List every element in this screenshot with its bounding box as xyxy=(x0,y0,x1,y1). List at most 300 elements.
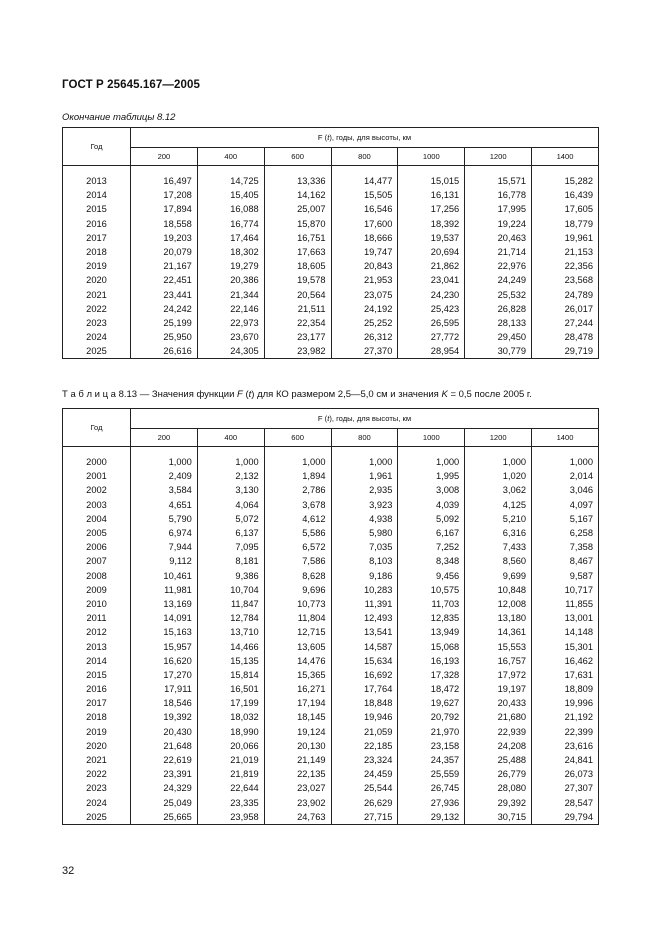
value-cell: 15,015 xyxy=(398,174,465,188)
table-row xyxy=(63,288,599,302)
value-cell: 22,146 xyxy=(197,302,264,316)
value-cell: 27,244 xyxy=(532,316,599,330)
value-cell: 19,392 xyxy=(131,710,198,724)
value-cell: 24,249 xyxy=(465,273,532,287)
height-column-header: 1400 xyxy=(532,429,599,447)
year-cell: 2006 xyxy=(63,540,131,554)
value-cell: 22,185 xyxy=(331,739,398,753)
value-cell: 5,586 xyxy=(264,526,331,540)
value-cell: 18,809 xyxy=(532,682,599,696)
value-cell: 16,131 xyxy=(398,188,465,202)
value-cell: 12,008 xyxy=(465,597,532,611)
value-cell: 11,981 xyxy=(131,583,198,597)
value-cell: 15,634 xyxy=(331,654,398,668)
value-cell: 20,430 xyxy=(131,725,198,739)
value-cell: 10,461 xyxy=(131,569,198,583)
value-cell: 25,950 xyxy=(131,330,198,344)
value-cell: 25,007 xyxy=(264,202,331,216)
table-row xyxy=(63,611,599,625)
value-cell: 22,399 xyxy=(532,725,599,739)
year-cell: 2019 xyxy=(63,725,131,739)
value-cell: 18,558 xyxy=(131,217,198,231)
value-cell: 24,208 xyxy=(465,739,532,753)
spacer-cell xyxy=(264,447,331,456)
value-cell: 13,605 xyxy=(264,639,331,653)
value-cell: 28,133 xyxy=(465,316,532,330)
value-cell: 21,648 xyxy=(131,739,198,753)
year-cell: 2010 xyxy=(63,597,131,611)
height-column-header: 1200 xyxy=(465,148,532,166)
value-cell: 24,305 xyxy=(197,344,264,359)
year-cell: 2016 xyxy=(63,682,131,696)
value-cell: 11,847 xyxy=(197,597,264,611)
table-row xyxy=(63,668,599,682)
value-cell: 9,112 xyxy=(131,554,198,568)
value-cell: 9,186 xyxy=(331,569,398,583)
value-cell: 7,433 xyxy=(465,540,532,554)
table-row xyxy=(63,583,599,597)
value-cell: 21,019 xyxy=(197,753,264,767)
value-cell: 23,958 xyxy=(197,810,264,825)
value-cell: 22,619 xyxy=(131,753,198,767)
value-cell: 11,804 xyxy=(264,611,331,625)
value-cell: 9,587 xyxy=(532,569,599,583)
spacer-cell xyxy=(197,447,264,456)
value-cell: 17,764 xyxy=(331,682,398,696)
table-8-13-title: Т а б л и ц а 8.13 — Значения функции F (t) для КО размером 2,5—5,0 см и значения K = 0,5 после 2005 г. xyxy=(62,389,532,400)
value-cell: 16,088 xyxy=(197,202,264,216)
value-cell: 22,939 xyxy=(465,725,532,739)
value-cell: 27,772 xyxy=(398,330,465,344)
year-cell: 2020 xyxy=(63,273,131,287)
value-cell: 15,505 xyxy=(331,188,398,202)
value-cell: 25,049 xyxy=(131,796,198,810)
spacer-cell xyxy=(197,166,264,175)
value-cell: 15,814 xyxy=(197,668,264,682)
table-row xyxy=(63,302,599,316)
value-cell: 16,193 xyxy=(398,654,465,668)
value-cell: 25,423 xyxy=(398,302,465,316)
value-cell: 17,270 xyxy=(131,668,198,682)
value-cell: 2,786 xyxy=(264,483,331,497)
value-cell: 15,405 xyxy=(197,188,264,202)
value-cell: 20,564 xyxy=(264,288,331,302)
year-cell: 2021 xyxy=(63,753,131,767)
value-cell: 25,559 xyxy=(398,767,465,781)
value-cell: 7,252 xyxy=(398,540,465,554)
spacer-cell xyxy=(398,166,465,175)
year-column-header: Год xyxy=(63,128,131,166)
year-cell: 2015 xyxy=(63,202,131,216)
value-cell: 15,068 xyxy=(398,639,465,653)
value-cell: 2,014 xyxy=(532,469,599,483)
value-cell: 28,954 xyxy=(398,344,465,359)
value-cell: 5,092 xyxy=(398,512,465,526)
table-row xyxy=(63,217,599,231)
value-cell: 18,990 xyxy=(197,725,264,739)
value-cell: 20,463 xyxy=(465,231,532,245)
value-cell: 23,177 xyxy=(264,330,331,344)
value-cell: 14,587 xyxy=(331,639,398,653)
value-cell: 27,307 xyxy=(532,781,599,795)
value-cell: 14,476 xyxy=(264,654,331,668)
value-cell: 3,046 xyxy=(532,483,599,497)
table-row xyxy=(63,483,599,497)
table-8-13 xyxy=(62,408,599,825)
value-cell: 26,779 xyxy=(465,767,532,781)
table-row xyxy=(63,796,599,810)
year-cell: 2017 xyxy=(63,231,131,245)
value-cell: 16,271 xyxy=(264,682,331,696)
value-cell: 22,135 xyxy=(264,767,331,781)
value-cell: 6,137 xyxy=(197,526,264,540)
value-cell: 17,605 xyxy=(532,202,599,216)
value-cell: 16,462 xyxy=(532,654,599,668)
value-cell: 26,073 xyxy=(532,767,599,781)
year-cell: 2023 xyxy=(63,781,131,795)
value-cell: 23,324 xyxy=(331,753,398,767)
height-column-header: 400 xyxy=(197,429,264,447)
value-cell: 1,000 xyxy=(465,455,532,469)
value-cell: 16,757 xyxy=(465,654,532,668)
year-cell: 2021 xyxy=(63,288,131,302)
value-cell: 17,600 xyxy=(331,217,398,231)
value-cell: 22,976 xyxy=(465,259,532,273)
year-cell: 2023 xyxy=(63,316,131,330)
table-row xyxy=(63,498,599,512)
table-row xyxy=(63,540,599,554)
value-cell: 4,097 xyxy=(532,498,599,512)
value-cell: 19,946 xyxy=(331,710,398,724)
value-cell: 3,923 xyxy=(331,498,398,512)
value-cell: 10,717 xyxy=(532,583,599,597)
value-cell: 21,059 xyxy=(331,725,398,739)
value-cell: 1,000 xyxy=(264,455,331,469)
value-cell: 23,027 xyxy=(264,781,331,795)
year-cell: 2020 xyxy=(63,739,131,753)
value-cell: 10,773 xyxy=(264,597,331,611)
value-cell: 6,258 xyxy=(532,526,599,540)
value-cell: 15,365 xyxy=(264,668,331,682)
value-cell: 2,935 xyxy=(331,483,398,497)
value-cell: 6,167 xyxy=(398,526,465,540)
value-cell: 16,497 xyxy=(131,174,198,188)
value-cell: 18,472 xyxy=(398,682,465,696)
table-row xyxy=(63,202,599,216)
value-cell: 25,665 xyxy=(131,810,198,825)
table-row xyxy=(63,767,599,781)
value-cell: 3,130 xyxy=(197,483,264,497)
value-cell: 13,001 xyxy=(532,611,599,625)
year-cell: 2019 xyxy=(63,259,131,273)
value-cell: 11,855 xyxy=(532,597,599,611)
value-cell: 4,039 xyxy=(398,498,465,512)
year-cell: 2016 xyxy=(63,217,131,231)
value-cell: 16,546 xyxy=(331,202,398,216)
value-cell: 6,974 xyxy=(131,526,198,540)
value-cell: 12,493 xyxy=(331,611,398,625)
table-row xyxy=(63,188,599,202)
table-row xyxy=(63,710,599,724)
table-row xyxy=(63,696,599,710)
value-cell: 6,572 xyxy=(264,540,331,554)
value-cell: 1,020 xyxy=(465,469,532,483)
spacer-cell xyxy=(465,166,532,175)
value-cell: 9,386 xyxy=(197,569,264,583)
value-cell: 20,694 xyxy=(398,245,465,259)
value-cell: 29,794 xyxy=(532,810,599,825)
value-cell: 5,790 xyxy=(131,512,198,526)
value-cell: 2,132 xyxy=(197,469,264,483)
height-column-header: 1200 xyxy=(465,429,532,447)
value-cell: 21,819 xyxy=(197,767,264,781)
value-cell: 23,441 xyxy=(131,288,198,302)
table-row xyxy=(63,625,599,639)
table-8-12 xyxy=(62,127,599,359)
value-cell: 21,511 xyxy=(264,302,331,316)
year-cell: 2025 xyxy=(63,810,131,825)
table-row xyxy=(63,753,599,767)
value-cell: 16,774 xyxy=(197,217,264,231)
year-cell: 2024 xyxy=(63,796,131,810)
value-cell: 1,995 xyxy=(398,469,465,483)
spacer-cell xyxy=(398,447,465,456)
year-cell: 2003 xyxy=(63,498,131,512)
value-cell: 29,719 xyxy=(532,344,599,359)
table-row xyxy=(63,682,599,696)
value-cell: 17,663 xyxy=(264,245,331,259)
year-cell: 2009 xyxy=(63,583,131,597)
height-column-header: 600 xyxy=(264,148,331,166)
value-cell: 16,778 xyxy=(465,188,532,202)
value-cell: 7,358 xyxy=(532,540,599,554)
value-cell: 24,357 xyxy=(398,753,465,767)
value-cell: 24,459 xyxy=(331,767,398,781)
value-cell: 18,145 xyxy=(264,710,331,724)
value-cell: 23,616 xyxy=(532,739,599,753)
year-cell: 2018 xyxy=(63,710,131,724)
value-cell: 9,456 xyxy=(398,569,465,583)
value-cell: 8,628 xyxy=(264,569,331,583)
value-cell: 19,578 xyxy=(264,273,331,287)
table-row xyxy=(63,259,599,273)
table-row xyxy=(63,569,599,583)
spacer-cell xyxy=(465,447,532,456)
value-cell: 21,153 xyxy=(532,245,599,259)
table-row xyxy=(63,231,599,245)
table-row xyxy=(63,174,599,188)
year-cell: 2002 xyxy=(63,483,131,497)
value-cell: 24,763 xyxy=(264,810,331,825)
value-cell: 29,392 xyxy=(465,796,532,810)
year-cell: 2005 xyxy=(63,526,131,540)
value-cell: 26,629 xyxy=(331,796,398,810)
value-cell: 4,612 xyxy=(264,512,331,526)
value-cell: 7,944 xyxy=(131,540,198,554)
value-cell: 15,135 xyxy=(197,654,264,668)
value-cell: 17,208 xyxy=(131,188,198,202)
value-cell: 25,488 xyxy=(465,753,532,767)
value-cell: 10,848 xyxy=(465,583,532,597)
value-cell: 17,194 xyxy=(264,696,331,710)
value-cell: 17,328 xyxy=(398,668,465,682)
value-cell: 14,162 xyxy=(264,188,331,202)
year-cell: 2012 xyxy=(63,625,131,639)
value-cell: 23,982 xyxy=(264,344,331,359)
value-cell: 13,169 xyxy=(131,597,198,611)
value-cell: 24,329 xyxy=(131,781,198,795)
year-cell: 2017 xyxy=(63,696,131,710)
value-cell: 14,477 xyxy=(331,174,398,188)
value-cell: 15,553 xyxy=(465,639,532,653)
value-cell: 14,148 xyxy=(532,625,599,639)
value-cell: 4,125 xyxy=(465,498,532,512)
value-cell: 26,595 xyxy=(398,316,465,330)
value-cell: 1,000 xyxy=(197,455,264,469)
value-cell: 18,605 xyxy=(264,259,331,273)
document-header: ГОСТ Р 25645.167—2005 xyxy=(62,79,200,91)
value-cell: 14,361 xyxy=(465,625,532,639)
table-row xyxy=(63,245,599,259)
value-cell: 7,035 xyxy=(331,540,398,554)
value-cell: 21,953 xyxy=(331,273,398,287)
value-cell: 20,792 xyxy=(398,710,465,724)
table-row xyxy=(63,273,599,287)
value-cell: 19,224 xyxy=(465,217,532,231)
spacer-cell xyxy=(63,166,131,175)
value-cell: 25,252 xyxy=(331,316,398,330)
value-cell: 1,000 xyxy=(131,455,198,469)
table-row xyxy=(63,725,599,739)
value-cell: 23,075 xyxy=(331,288,398,302)
value-cell: 28,080 xyxy=(465,781,532,795)
value-cell: 3,678 xyxy=(264,498,331,512)
height-column-header: 800 xyxy=(331,148,398,166)
value-cell: 3,584 xyxy=(131,483,198,497)
value-cell: 22,451 xyxy=(131,273,198,287)
table-row xyxy=(63,739,599,753)
value-cell: 14,725 xyxy=(197,174,264,188)
year-cell: 2014 xyxy=(63,188,131,202)
function-header: F (t), годы, для высоты, км xyxy=(131,409,599,429)
spacer-cell xyxy=(532,166,599,175)
value-cell: 10,575 xyxy=(398,583,465,597)
value-cell: 29,132 xyxy=(398,810,465,825)
value-cell: 24,230 xyxy=(398,288,465,302)
value-cell: 8,560 xyxy=(465,554,532,568)
spacer-cell xyxy=(63,447,131,456)
value-cell: 28,478 xyxy=(532,330,599,344)
value-cell: 16,751 xyxy=(264,231,331,245)
value-cell: 24,192 xyxy=(331,302,398,316)
value-cell: 13,180 xyxy=(465,611,532,625)
value-cell: 17,631 xyxy=(532,668,599,682)
value-cell: 12,835 xyxy=(398,611,465,625)
value-cell: 19,279 xyxy=(197,259,264,273)
table-row xyxy=(63,512,599,526)
value-cell: 23,158 xyxy=(398,739,465,753)
value-cell: 16,692 xyxy=(331,668,398,682)
year-cell: 2014 xyxy=(63,654,131,668)
value-cell: 19,124 xyxy=(264,725,331,739)
value-cell: 20,843 xyxy=(331,259,398,273)
value-cell: 19,197 xyxy=(465,682,532,696)
year-cell: 2013 xyxy=(63,639,131,653)
value-cell: 16,501 xyxy=(197,682,264,696)
value-cell: 15,571 xyxy=(465,174,532,188)
value-cell: 17,972 xyxy=(465,668,532,682)
value-cell: 5,072 xyxy=(197,512,264,526)
value-cell: 5,980 xyxy=(331,526,398,540)
value-cell: 22,354 xyxy=(264,316,331,330)
table-row xyxy=(63,526,599,540)
height-column-header: 200 xyxy=(131,148,198,166)
value-cell: 17,894 xyxy=(131,202,198,216)
table-row xyxy=(63,639,599,653)
value-cell: 6,316 xyxy=(465,526,532,540)
value-cell: 7,095 xyxy=(197,540,264,554)
value-cell: 26,312 xyxy=(331,330,398,344)
value-cell: 21,714 xyxy=(465,245,532,259)
height-column-header: 200 xyxy=(131,429,198,447)
table-row xyxy=(63,654,599,668)
value-cell: 17,464 xyxy=(197,231,264,245)
value-cell: 19,203 xyxy=(131,231,198,245)
value-cell: 20,130 xyxy=(264,739,331,753)
table-row xyxy=(63,554,599,568)
spacer-cell xyxy=(331,447,398,456)
value-cell: 30,715 xyxy=(465,810,532,825)
table-row xyxy=(63,781,599,795)
year-cell: 2022 xyxy=(63,767,131,781)
value-cell: 8,103 xyxy=(331,554,398,568)
value-cell: 22,356 xyxy=(532,259,599,273)
value-cell: 5,210 xyxy=(465,512,532,526)
value-cell: 21,680 xyxy=(465,710,532,724)
value-cell: 16,439 xyxy=(532,188,599,202)
value-cell: 17,256 xyxy=(398,202,465,216)
value-cell: 17,911 xyxy=(131,682,198,696)
year-cell: 2015 xyxy=(63,668,131,682)
value-cell: 17,995 xyxy=(465,202,532,216)
value-cell: 21,149 xyxy=(264,753,331,767)
height-column-header: 400 xyxy=(197,148,264,166)
value-cell: 19,961 xyxy=(532,231,599,245)
value-cell: 13,336 xyxy=(264,174,331,188)
value-cell: 14,466 xyxy=(197,639,264,653)
value-cell: 26,017 xyxy=(532,302,599,316)
value-cell: 23,902 xyxy=(264,796,331,810)
year-cell: 2011 xyxy=(63,611,131,625)
value-cell: 29,450 xyxy=(465,330,532,344)
year-cell: 2025 xyxy=(63,344,131,359)
table-row xyxy=(63,469,599,483)
value-cell: 15,163 xyxy=(131,625,198,639)
table-row xyxy=(63,455,599,469)
value-cell: 8,348 xyxy=(398,554,465,568)
value-cell: 26,616 xyxy=(131,344,198,359)
value-cell: 9,696 xyxy=(264,583,331,597)
value-cell: 8,181 xyxy=(197,554,264,568)
value-cell: 5,167 xyxy=(532,512,599,526)
value-cell: 27,370 xyxy=(331,344,398,359)
value-cell: 17,199 xyxy=(197,696,264,710)
value-cell: 27,936 xyxy=(398,796,465,810)
value-cell: 25,532 xyxy=(465,288,532,302)
value-cell: 21,192 xyxy=(532,710,599,724)
value-cell: 18,032 xyxy=(197,710,264,724)
value-cell: 28,547 xyxy=(532,796,599,810)
